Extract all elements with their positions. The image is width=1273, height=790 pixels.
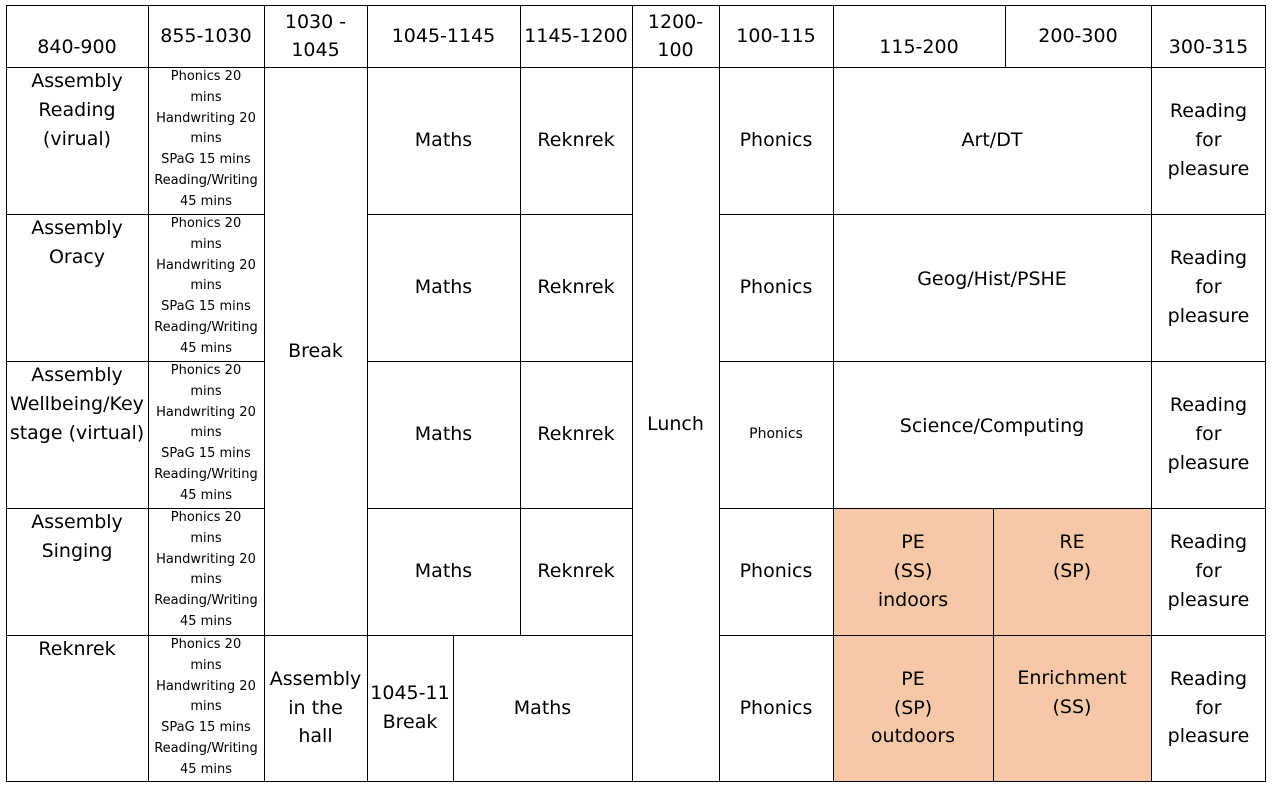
day2-reading-for-pleasure: Reading for pleasure [1167, 247, 1250, 327]
header-1200-100: 1200- 100 [647, 10, 704, 61]
day3-reading-for-pleasure: Reading for pleasure [1167, 394, 1250, 474]
day5-maths: Maths [513, 696, 572, 719]
grid-line [719, 5, 720, 782]
grid-line [367, 214, 632, 215]
grid-line [6, 635, 632, 636]
lunch-cell: Lunch [647, 412, 704, 435]
grid-line [6, 5, 1266, 6]
day3-phonics: Phonics [749, 426, 803, 443]
day1-assembly: Assembly Reading (virual) [31, 70, 123, 150]
grid-line [367, 5, 368, 782]
grid-line [833, 5, 834, 782]
grid-line [6, 5, 7, 782]
grid-line [719, 361, 1266, 362]
day5-reading-for-pleasure: Reading for pleasure [1167, 667, 1250, 748]
day2-phonics: Phonics [739, 276, 813, 299]
day5-pe: PE (SP) outdoors [870, 667, 956, 748]
day1-maths: Maths [414, 129, 473, 152]
day5-phonics: Phonics [739, 696, 813, 719]
grid-line [453, 635, 454, 782]
day4-reknrek: Reknrek [537, 560, 615, 583]
day3-assembly: Assembly Wellbeing/Key stage (virtual) [9, 364, 145, 444]
day4-reading-for-pleasure: Reading for pleasure [1167, 531, 1250, 611]
grid-line [6, 508, 264, 509]
day3-literacy: Phonics 20 mins Handwriting 20 mins SPaG 15 mins Reading/Writing 45 mins [154, 363, 258, 503]
grid-line [1151, 5, 1152, 782]
day4-literacy: Phonics 20 mins Handwriting 20 mins Reading/Writing 45 mins [154, 510, 258, 629]
grid-line [148, 5, 149, 782]
header-1045-1145: 1045-1145 [391, 24, 496, 47]
day1-phonics: Phonics [739, 129, 813, 152]
day1-reading-for-pleasure: Reading for pleasure [1167, 100, 1250, 180]
grid-line [6, 214, 264, 215]
day2-literacy: Phonics 20 mins Handwriting 20 mins SPaG 15 mins Reading/Writing 45 mins [154, 216, 258, 356]
header-1030-1045: 1030 - 1045 [284, 10, 347, 61]
header-1145-1200: 1145-1200 [524, 24, 628, 47]
day1-reknrek: Reknrek [537, 129, 615, 152]
grid-line [520, 5, 521, 635]
timetable [6, 5, 1266, 783]
grid-line [719, 214, 1266, 215]
day3-maths: Maths [414, 423, 473, 446]
grid-line [367, 508, 632, 509]
grid-line [6, 67, 1266, 68]
grid-line [6, 361, 264, 362]
day2-maths: Maths [414, 276, 473, 299]
grid-line [6, 781, 1266, 782]
header-300-315: 300-315 [1168, 35, 1249, 58]
friday-break: 1045-11 Break [370, 682, 450, 733]
grid-line [1005, 5, 1006, 67]
day1-literacy: Phonics 20 mins Handwriting 20 mins SPaG 15 mins Reading/Writing 45 mins [154, 69, 258, 209]
day2-reknrek: Reknrek [537, 276, 615, 299]
day5-enrichment: Enrichment (SS) [1017, 667, 1127, 718]
header-100-115: 100-115 [736, 24, 816, 47]
grid-line [719, 635, 1266, 636]
day4-phonics: Phonics [739, 560, 813, 583]
break-cell: Break [288, 339, 343, 362]
header-115-200: 115-200 [879, 35, 959, 58]
day3-afternoon: Science/Computing [899, 414, 1085, 437]
day4-re: RE (SP) [1052, 530, 1092, 582]
grid-line [993, 508, 994, 782]
grid-line [719, 508, 1266, 509]
day4-maths: Maths [414, 560, 473, 583]
grid-line [264, 5, 265, 782]
header-200-300: 200-300 [1038, 24, 1118, 47]
header-855-1030: 855-1030 [160, 24, 252, 47]
day3-reknrek: Reknrek [537, 423, 615, 446]
grid-line [632, 5, 633, 782]
grid-line [1265, 5, 1266, 782]
day4-pe: PE (SS) indoors [877, 531, 949, 611]
day2-assembly: Assembly Oracy [31, 217, 123, 268]
day5-reknrek: Reknrek [38, 638, 116, 660]
day4-assembly: Assembly Singing [31, 511, 123, 562]
day1-afternoon: Art/DT [961, 129, 1023, 152]
header-840-900: 840-900 [37, 35, 117, 58]
day5-literacy: Phonics 20 mins Handwriting 20 mins SPaG 15 mins Reading/Writing 45 mins [154, 637, 258, 777]
grid-line [367, 361, 632, 362]
day2-afternoon: Geog/Hist/PSHE [917, 267, 1067, 290]
friday-assembly-hall: Assembly in the hall [269, 667, 362, 748]
